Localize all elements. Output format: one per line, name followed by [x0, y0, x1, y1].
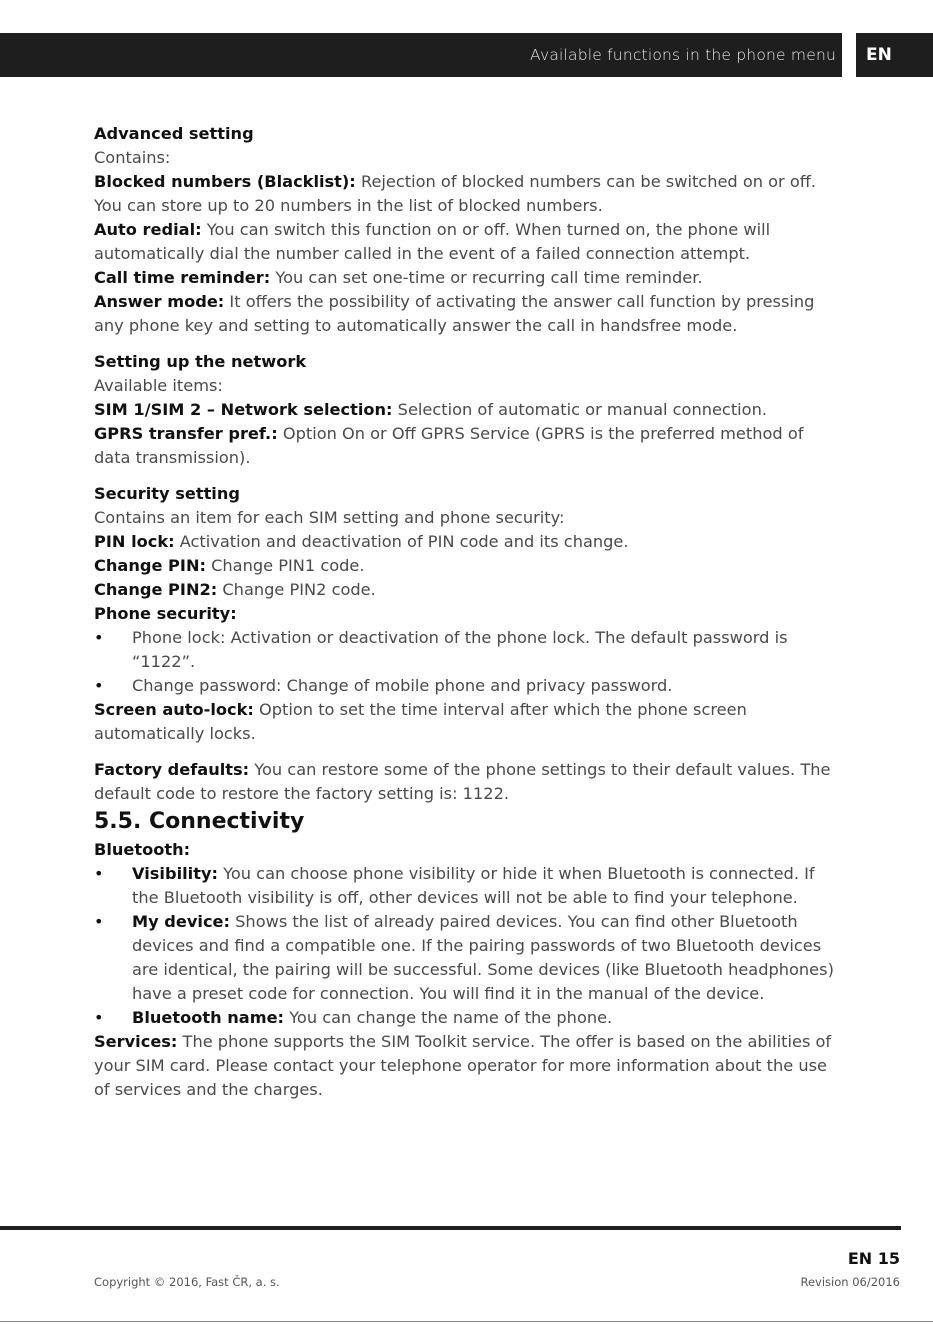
bluetooth-name-label: Bluetooth name: [132, 1008, 285, 1027]
gprs-paragraph [94, 422, 842, 470]
connectivity-heading: 5.5. Connectivity [94, 809, 305, 834]
phone-security-list [94, 626, 842, 698]
my-device-label: My device: [132, 912, 231, 931]
visibility-text: You can choose phone visibility or hide it when Bluetooth is connected. If the Bluetooth visibility is off, other devices will not be able to find your telephone. [132, 864, 815, 907]
change-pin2-label: Change PIN2: [94, 580, 218, 599]
change-password-text: Change password: Change of mobile phone and privacy password. [132, 676, 673, 695]
call-time-reminder-text: You can set one-time or recurring call time reminder. [270, 268, 703, 287]
list-item [94, 862, 842, 910]
gprs-label: GPRS transfer pref.: [94, 424, 278, 443]
advanced-setting-heading: Advanced setting [94, 124, 254, 143]
security-intro: Contains an item for each SIM setting and phone security: [94, 508, 565, 527]
bullet-icon: • [94, 864, 104, 883]
security-heading: Security setting [94, 484, 240, 503]
header-title: Available functions in the phone menu [530, 46, 836, 64]
auto-redial-paragraph [94, 218, 842, 266]
auto-redial-text: You can switch this function on or off. When turned on, the phone will automatically dial the number called in the event of a failed connection attempt. [94, 220, 771, 263]
factory-defaults-text: You can restore some of the phone settings to their default values. The default code to restore the factory setting is: 1122. [94, 760, 831, 803]
network-selection-label: SIM 1/SIM 2 – Network selection: [94, 400, 393, 419]
services-text: The phone supports the SIM Toolkit service. The offer is based on the abilities of your SIM card. Please contact your telephone operator for more information about the use of services and the charges. [94, 1032, 832, 1099]
phone-security-label: Phone security: [94, 604, 237, 623]
list-item [94, 910, 842, 1006]
answer-mode-label: Answer mode: [94, 292, 225, 311]
change-pin-text: Change PIN1 code. [205, 556, 365, 575]
answer-mode-text: It offers the possibility of activating the answer call function by pressing any phone key and setting to automatically answer the call in handsfree mode. [94, 292, 815, 335]
call-time-reminder-label: Call time reminder: [94, 268, 271, 287]
bluetooth-list [94, 862, 842, 1030]
gprs-text: Option On or Off GPRS Service (GPRS is the preferred method of data transmission). [94, 424, 804, 467]
page-edge-line [0, 1321, 933, 1322]
list-item [94, 1006, 842, 1030]
my-device-text: Shows the list of already paired devices. You can find other Bluetooth devices and find a compatible one. If the pairing passwords of two Bluetooth devices are identical, the pairing will be successful. Some devices (like Bluetooth headphones) have a preset code for connection. You will find it in the manual of the device. [132, 912, 834, 1003]
pin-lock-label: PIN lock: [94, 532, 175, 551]
bluetooth-name-text: You can change the name of the phone. [284, 1008, 613, 1027]
blocked-numbers-paragraph [94, 170, 842, 218]
copyright: Copyright © 2016, Fast ČR, a. s. [94, 1275, 280, 1289]
screen-autolock-paragraph [94, 698, 842, 746]
bullet-icon: • [94, 628, 104, 647]
bullet-icon: • [94, 1008, 104, 1027]
network-intro: Available items: [94, 376, 223, 395]
bullet-icon: • [94, 912, 104, 931]
screen-autolock-text: Option to set the time interval after which the phone screen automatically locks. [94, 700, 747, 743]
list-item [94, 626, 842, 674]
pin-lock-text: Activation and deactivation of PIN code and its change. [174, 532, 629, 551]
blocked-numbers-label: Blocked numbers (Blacklist): [94, 172, 356, 191]
call-time-reminder-paragraph [94, 266, 842, 290]
screen-autolock-label: Screen auto-lock: [94, 700, 254, 719]
network-heading: Setting up the network [94, 352, 307, 371]
header-bar [0, 33, 842, 77]
advanced-intro: Contains: [94, 148, 171, 167]
factory-defaults-label: Factory defaults: [94, 760, 250, 779]
page-number: EN 15 [847, 1249, 900, 1268]
blocked-numbers-text: Rejection of blocked numbers can be switched on or off. You can store up to 20 numbers in the list of blocked numbers. [94, 172, 817, 215]
list-item [94, 674, 842, 698]
services-paragraph [94, 1030, 842, 1102]
auto-redial-label: Auto redial: [94, 220, 202, 239]
change-pin-label: Change PIN: [94, 556, 206, 575]
answer-mode-paragraph [94, 290, 842, 338]
change-pin2-text: Change PIN2 code. [217, 580, 376, 599]
network-selection-text: Selection of automatic or manual connection. [392, 400, 767, 419]
language-badge: EN [856, 33, 933, 77]
services-label: Services: [94, 1032, 178, 1051]
bullet-icon: • [94, 676, 104, 695]
revision: Revision 06/2016 [800, 1275, 900, 1289]
page-content [94, 122, 842, 1102]
footer-rule [0, 1226, 901, 1230]
visibility-label: Visibility: [132, 864, 218, 883]
pin-lock-paragraph [94, 530, 842, 554]
network-selection-paragraph [94, 398, 842, 422]
phone-lock-text: Phone lock: Activation or deactivation of the phone lock. The default password is “1122”. [132, 628, 788, 671]
factory-defaults-paragraph [94, 758, 842, 806]
bluetooth-heading: Bluetooth: [94, 840, 191, 859]
change-pin-paragraph [94, 554, 842, 578]
change-pin2-paragraph [94, 578, 842, 602]
